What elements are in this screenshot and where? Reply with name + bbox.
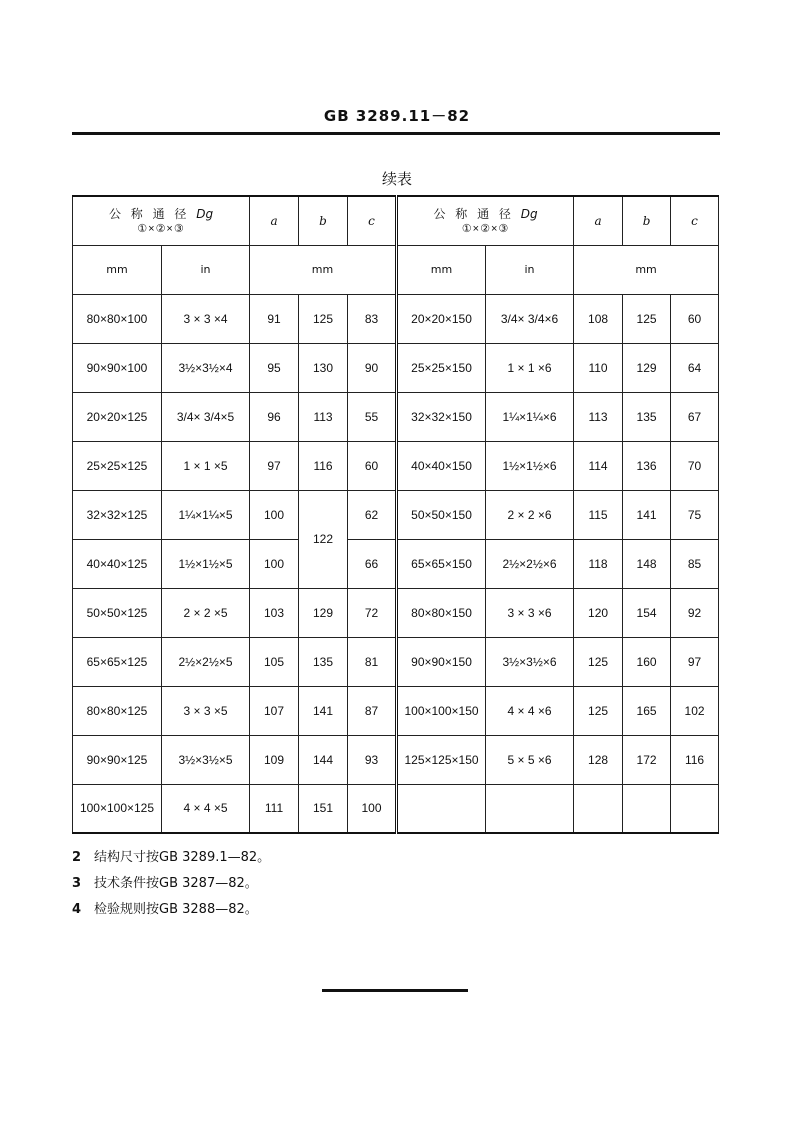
cell-mm1: 32×32×125 [73, 490, 162, 539]
cell-a2: 115 [574, 490, 623, 539]
cell-c2 [671, 784, 719, 833]
cell-a1: 107 [250, 686, 299, 735]
cell-a1: 91 [250, 294, 299, 343]
cell-c2: 64 [671, 343, 719, 392]
cell-c2: 102 [671, 686, 719, 735]
cell-mm2: 50×50×150 [397, 490, 486, 539]
cell-mm1: 80×80×125 [73, 686, 162, 735]
cell-mm1: 25×25×125 [73, 441, 162, 490]
cell-mm2: 65×65×150 [397, 539, 486, 588]
cell-c1: 55 [348, 392, 397, 441]
cell-c1: 66 [348, 539, 397, 588]
cell-c2: 67 [671, 392, 719, 441]
cell-in1: 2 × 2 ×5 [162, 588, 250, 637]
table-row [73, 343, 719, 392]
cell-c1: 87 [348, 686, 397, 735]
unit-in-2: in [486, 245, 574, 294]
cell-b1: 135 [299, 637, 348, 686]
unit-mm-abc-2: mm [574, 245, 719, 294]
unit-in: in [162, 245, 250, 294]
header-rule [72, 132, 720, 135]
cell-mm2: 90×90×150 [397, 637, 486, 686]
cell-b2: 160 [623, 637, 671, 686]
cell-b1: 116 [299, 441, 348, 490]
cell-b1: 125 [299, 294, 348, 343]
cell-mm2: 20×20×150 [397, 294, 486, 343]
cell-in1: 3 × 3 ×5 [162, 686, 250, 735]
cell-mm1: 40×40×125 [73, 539, 162, 588]
cell-a1: 97 [250, 441, 299, 490]
cell-a2: 118 [574, 539, 623, 588]
table-row [73, 441, 719, 490]
unit-mm-2: mm [397, 245, 486, 294]
cell-b1: 130 [299, 343, 348, 392]
cell-a1: 95 [250, 343, 299, 392]
cell-b1: 113 [299, 392, 348, 441]
cell-in1: 3 × 3 ×4 [162, 294, 250, 343]
cell-mm2: 25×25×150 [397, 343, 486, 392]
unit-mm-abc: mm [250, 245, 397, 294]
note-item [72, 897, 270, 923]
cell-mm1: 20×20×125 [73, 392, 162, 441]
cell-in2 [486, 784, 574, 833]
note-number: 3 [72, 876, 82, 891]
note-text: 检验规则按GB 3288—82。 [94, 902, 258, 917]
cell-a2: 110 [574, 343, 623, 392]
nominal-diameter-header [73, 196, 250, 245]
table-row [73, 637, 719, 686]
cell-c1: 81 [348, 637, 397, 686]
cell-a2: 114 [574, 441, 623, 490]
cell-in2: 3 × 3 ×6 [486, 588, 574, 637]
nominal-diameter-label: 公 称 通 径 [108, 207, 190, 222]
cell-b2: 141 [623, 490, 671, 539]
cell-mm2: 40×40×150 [397, 441, 486, 490]
cell-in1: 1¼×1¼×5 [162, 490, 250, 539]
cell-b1: 129 [299, 588, 348, 637]
cell-a1: 100 [250, 539, 299, 588]
nominal-diameter-label-2: 公 称 通 径 [433, 207, 514, 222]
cell-mm1: 90×90×100 [73, 343, 162, 392]
notes [72, 845, 270, 923]
table-row [73, 784, 719, 833]
col-c-header-2: c [671, 196, 719, 245]
note-item [72, 871, 270, 897]
cell-a2: 120 [574, 588, 623, 637]
table-row [73, 735, 719, 784]
cell-mm2: 100×100×150 [397, 686, 486, 735]
nominal-diameter-sub-2: ①×②×③ [461, 223, 510, 236]
table-caption: 续表 [381, 170, 412, 188]
standard-code: GB 3289.11－82 [323, 107, 471, 125]
cell-in2: 4 × 4 ×6 [486, 686, 574, 735]
table-body [73, 294, 719, 833]
cell-c2: 60 [671, 294, 719, 343]
cell-c2: 92 [671, 588, 719, 637]
cell-c2: 70 [671, 441, 719, 490]
cell-in1: 3½×3½×4 [162, 343, 250, 392]
cell-b2: 165 [623, 686, 671, 735]
cell-b2: 136 [623, 441, 671, 490]
cell-in2: 1½×1½×6 [486, 441, 574, 490]
cell-mm2: 125×125×150 [397, 735, 486, 784]
cell-a2: 108 [574, 294, 623, 343]
cell-b2: 172 [623, 735, 671, 784]
cell-a1: 111 [250, 784, 299, 833]
cell-mm1: 50×50×125 [73, 588, 162, 637]
cell-a1: 109 [250, 735, 299, 784]
header-row [73, 196, 719, 245]
dimension-table [72, 195, 719, 834]
cell-a1: 103 [250, 588, 299, 637]
cell-in2: 5 × 5 ×6 [486, 735, 574, 784]
note-item [72, 845, 270, 871]
nominal-diameter-sub: ①×②×③ [137, 223, 185, 236]
bottom-rule [322, 989, 468, 992]
cell-a1: 100 [250, 490, 299, 539]
cell-c2: 116 [671, 735, 719, 784]
table-row [73, 539, 719, 588]
nominal-diameter-header-2 [397, 196, 574, 245]
cell-in2: 1¼×1¼×6 [486, 392, 574, 441]
dg-label: Dg [196, 207, 214, 222]
cell-b1: 144 [299, 735, 348, 784]
cell-mm1: 100×100×125 [73, 784, 162, 833]
col-b-header-2: b [623, 196, 671, 245]
cell-c1: 90 [348, 343, 397, 392]
cell-mm1: 90×90×125 [73, 735, 162, 784]
cell-in2: 3½×3½×6 [486, 637, 574, 686]
cell-a2: 113 [574, 392, 623, 441]
cell-b2: 148 [623, 539, 671, 588]
table-row [73, 686, 719, 735]
cell-mm2: 80×80×150 [397, 588, 486, 637]
cell-b1: 122 [299, 490, 348, 588]
cell-c2: 75 [671, 490, 719, 539]
cell-c2: 97 [671, 637, 719, 686]
cell-mm1: 80×80×100 [73, 294, 162, 343]
cell-in1: 3½×3½×5 [162, 735, 250, 784]
note-number: 4 [72, 902, 82, 917]
col-a-header: a [250, 196, 299, 245]
cell-b2: 129 [623, 343, 671, 392]
cell-b1: 151 [299, 784, 348, 833]
note-text: 结构尺寸按GB 3289.1—82。 [94, 850, 271, 865]
cell-mm2: 32×32×150 [397, 392, 486, 441]
col-b-header: b [299, 196, 348, 245]
cell-c2: 85 [671, 539, 719, 588]
cell-in1: 2½×2½×5 [162, 637, 250, 686]
dg-label-2: Dg [520, 207, 538, 222]
cell-b2: 135 [623, 392, 671, 441]
cell-c1: 60 [348, 441, 397, 490]
cell-c1: 62 [348, 490, 397, 539]
cell-a2: 125 [574, 686, 623, 735]
cell-in2: 3/4× 3/4×6 [486, 294, 574, 343]
cell-mm1: 65×65×125 [73, 637, 162, 686]
cell-b2 [623, 784, 671, 833]
col-c-header: c [348, 196, 397, 245]
cell-c1: 72 [348, 588, 397, 637]
cell-b2: 154 [623, 588, 671, 637]
table-row [73, 588, 719, 637]
cell-b2: 125 [623, 294, 671, 343]
cell-in1: 3/4× 3/4×5 [162, 392, 250, 441]
cell-b1: 141 [299, 686, 348, 735]
cell-a1: 96 [250, 392, 299, 441]
table-row [73, 490, 719, 539]
unit-mm: mm [73, 245, 162, 294]
cell-in1: 1 × 1 ×5 [162, 441, 250, 490]
unit-row [73, 245, 719, 294]
cell-in2: 2½×2½×6 [486, 539, 574, 588]
cell-c1: 83 [348, 294, 397, 343]
note-text: 技术条件按GB 3287—82。 [94, 876, 258, 891]
cell-c1: 100 [348, 784, 397, 833]
cell-a2 [574, 784, 623, 833]
cell-in2: 2 × 2 ×6 [486, 490, 574, 539]
cell-a2: 128 [574, 735, 623, 784]
table-row [73, 294, 719, 343]
cell-a1: 105 [250, 637, 299, 686]
table-row [73, 392, 719, 441]
note-number: 2 [72, 850, 82, 865]
cell-in2: 1 × 1 ×6 [486, 343, 574, 392]
cell-mm2 [397, 784, 486, 833]
cell-a2: 125 [574, 637, 623, 686]
cell-in1: 4 × 4 ×5 [162, 784, 250, 833]
cell-c1: 93 [348, 735, 397, 784]
col-a-header-2: a [574, 196, 623, 245]
cell-in1: 1½×1½×5 [162, 539, 250, 588]
